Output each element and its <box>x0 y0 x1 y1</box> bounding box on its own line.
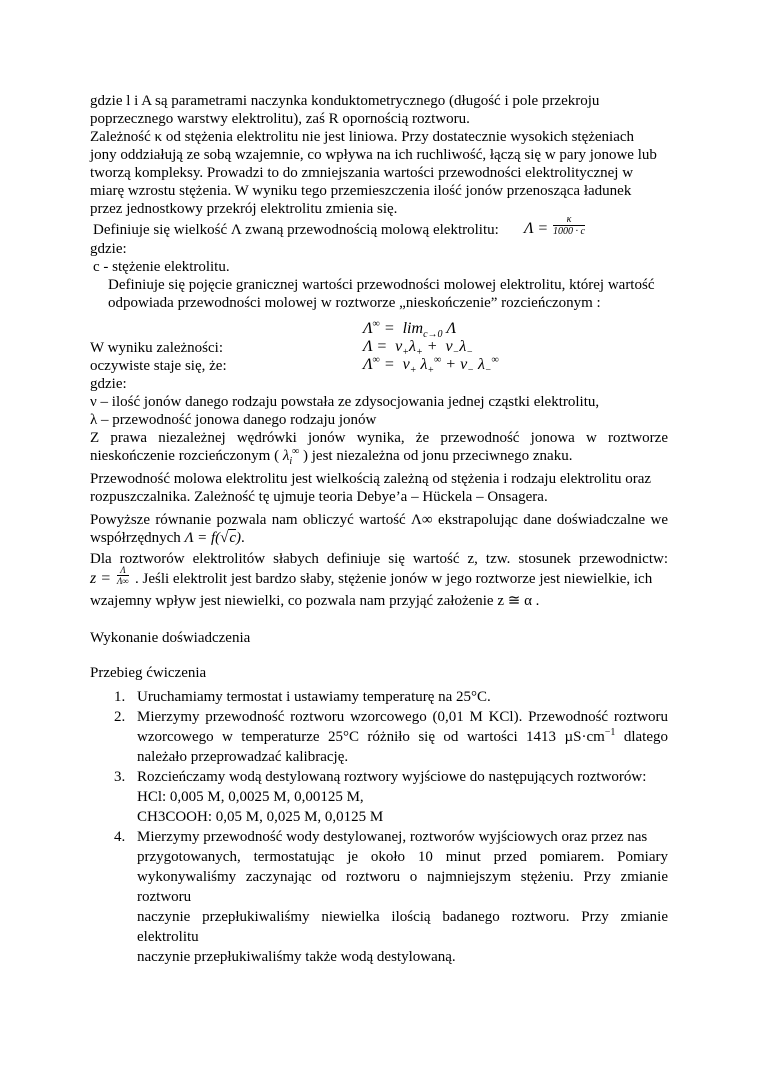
paragraph-line: Z prawa niezależnej wędrówki jonów wynika, że przewodność jonowa w roztworze <box>90 430 668 446</box>
paragraph-line: Dla roztworów elektrolitów słabych definiuje się wartość z, tzw. stosunek przewodnictw: <box>90 551 668 567</box>
paragraph-line: jony oddziałują ze sobą wzajemnie, co wpływa na ich ruchliwość, łączą się w pary jonowe lub <box>90 147 657 163</box>
list-item-line: roztworu <box>137 889 192 905</box>
molar-formula-fraction <box>553 214 585 237</box>
paragraph-line: odpowiada przewodności molowej w roztworze „nieskończenie” rozcieńczonym : <box>108 295 601 311</box>
list-item-line: Uruchamiamy termostat i ustawiamy temperaturę na 25°C. <box>137 689 491 705</box>
paragraph-line: współrzędnych Λ = f(√c). <box>90 530 245 546</box>
list-item-line: należało przeprowadzać kalibrację. <box>137 749 349 765</box>
fraction-numerator: κ <box>566 214 572 225</box>
equation-molar-sum: $\Lambda = \nu_+\lambda_+ + \nu_-\lambda_-$ <box>363 338 474 359</box>
list-number: 2. <box>114 709 126 725</box>
paragraph-line: miarę wzrostu stężenia. W wyniku tego przemieszczenia ilość jonów przenosząca ładunek <box>90 183 632 199</box>
section-heading: Przebieg ćwiczenia <box>90 665 207 681</box>
paragraph-line: wzajemny wpływ jest niewielki, co pozwala nam przyjąć założenie z ≅ α . <box>90 593 540 609</box>
paragraph-line: . Jeśli elektrolit jest bardzo słaby, stężenie jonów w jego roztworze jest niewielkie, ich <box>135 571 653 587</box>
list-item-line: naczynie przepłukiwaliśmy niewielka ilością badanego roztworu. Przy zmianie <box>137 909 668 925</box>
list-number: 3. <box>114 769 126 785</box>
equation-label: oczywiste staje się, że: <box>90 358 227 374</box>
list-item-line: wykonywaliśmy zaczynając od roztworu o najmniejszym stężeniu. Przy zmianie <box>137 869 668 885</box>
where-label: gdzie: <box>90 376 127 392</box>
list-item-line: naczynie przepłukiwaliśmy także wodą destylowaną. <box>137 949 456 965</box>
paragraph-line: przez jednostkowy przekrój elektrolitu zmienia się. <box>90 201 398 217</box>
list-number: 1. <box>114 689 126 705</box>
paragraph-line: rozpuszczalnika. Zależność tę ujmuje teoria Debye’a – Hückela – Onsagera. <box>90 489 548 505</box>
fraction-denominator: Λ∞ <box>117 576 129 586</box>
list-item-line: Mierzymy przewodność wody destylowanej, roztworów wyjściowych oraz przez nas <box>137 829 648 845</box>
list-item-line: HCl: 0,005 M, 0,0025 M, 0,00125 M, <box>137 789 364 805</box>
ionic-conductivity-symbol: $\lambda_i^\infty$ <box>279 446 300 467</box>
paragraph-line: gdzie l i A są parametrami naczynka konduktometrycznego (długość i pole przekroju <box>90 93 600 109</box>
text-fragment: nieskończenie rozcieńczonym ( <box>90 448 280 464</box>
where-label: gdzie: <box>90 241 127 257</box>
fraction-denominator: 1000 · c <box>553 226 585 237</box>
molar-formula-lhs: Λ = <box>524 220 549 237</box>
paragraph-line: Powyższe równanie pozwala nam obliczyć wartość Λ∞ ekstrapolując dane doświadczalne we <box>90 512 668 528</box>
list-item-line: przygotowanych, termostatując je około 10 minut przed pomiarem. Pomiary <box>137 849 668 865</box>
section-heading: Wykonanie doświadczenia <box>90 630 251 646</box>
equation-label: W wyniku zależności: <box>90 340 224 356</box>
paragraph-line: poprzecznego warstwy elektrolitu), zaś R opornością roztworu. <box>90 111 470 127</box>
z-formula-fraction <box>117 565 129 586</box>
list-item-line: wzorcowego w temperaturze 25°C różniło się od wartości 1413 $\mu S\cdot cm^{-1}$ dlatego <box>137 727 668 745</box>
lambda-definition: λ – przewodność jonowa danego rodzaju jonów <box>90 412 377 428</box>
paragraph-line: Przewodność molowa elektrolitu jest wielkością zależną od stężenia i rodzaju elektrolitu oraz <box>90 471 652 487</box>
z-formula-lhs: z = <box>90 570 112 587</box>
equation-limiting-sum: $\Lambda^\infty = \nu_+$ $\lambda_+^\infty + \nu_-$ $\lambda_-^\infty$ <box>363 354 499 377</box>
paragraph-line: tworzą kompleksy. Prowadzi to do zmniejszania wartości przewodności elektrolitycznej w <box>90 165 634 181</box>
paragraph-line: Definiuje się pojęcie granicznej wartości przewodności molowej elektrolitu, której wartość <box>108 277 655 293</box>
list-item-line: Rozcieńczamy wodą destylowaną roztwory wyjściowe do następujących roztworów: <box>137 769 647 785</box>
equation-limit: $\Lambda^\infty = \lim_{c\to 0} \Lambda$ <box>363 318 457 341</box>
list-item-line: CH3COOH: 0,05 M, 0,025 M, 0,0125 M <box>137 809 384 825</box>
paragraph-line: Zależność κ od stężenia elektrolitu nie jest liniowa. Przy dostatecznie wysokich stężeniach <box>90 129 635 145</box>
paragraph-line <box>90 447 572 465</box>
molar-definition: Definiuje się wielkość Λ zwaną przewodnością molową elektrolitu: <box>93 222 499 238</box>
list-number: 4. <box>114 829 126 845</box>
concentration-definition: c - stężenie elektrolitu. <box>93 259 230 275</box>
fraction-numerator: Λ <box>120 565 126 575</box>
list-item-line: elektrolitu <box>137 929 199 945</box>
list-item-line: Mierzymy przewodność roztworu wzorcowego (0,01 M KCl). Przewodność roztworu <box>137 709 668 725</box>
text-fragment: ) jest niezależna od jonu przeciwnego znaku. <box>303 448 573 464</box>
nu-definition: ν – ilość jonów danego rodzaju powstała ze zdysocjowania jednej cząstki elektrolitu, <box>90 394 600 410</box>
